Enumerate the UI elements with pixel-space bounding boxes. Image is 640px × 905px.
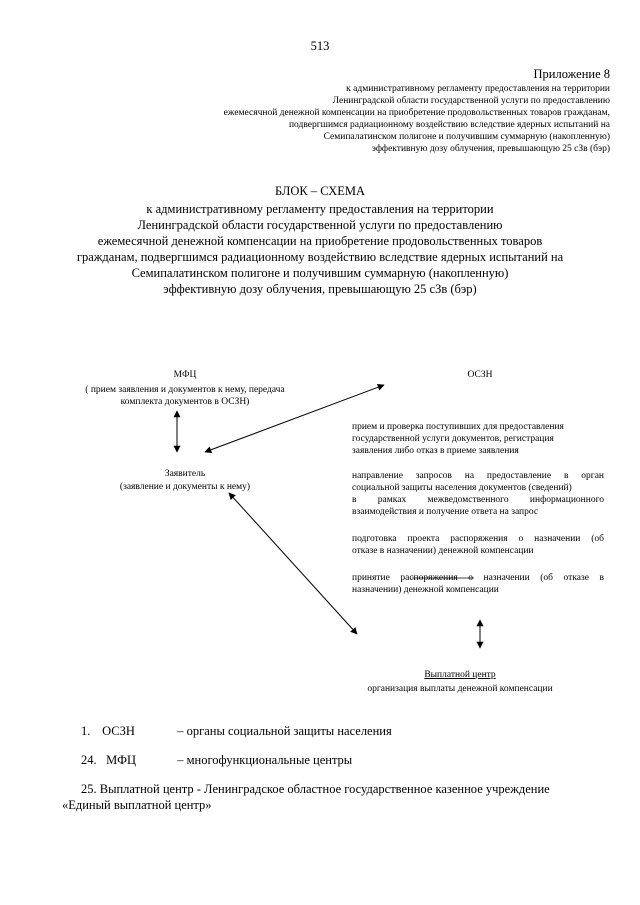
scheme-line: гражданам, подвергшимся радиационному воздействию вследствие ядерных испытаний на — [76, 250, 564, 264]
oszn-step-line: отказе в назначении) денежной компенсации — [352, 546, 534, 556]
mfc-title: МФЦ — [173, 370, 197, 380]
scheme-title: БЛОК – СХЕМА — [274, 184, 366, 198]
appendix-line: подвергшимся радиационному воздействию вследствие ядерных испытаний на — [288, 120, 610, 130]
applicant-payment-arrow — [229, 493, 357, 634]
oszn-step-line: принятие распоряжения о назначении (об отказе в — [352, 573, 604, 583]
legend-item — [81, 752, 601, 768]
legend-definition: – многофункциональные центры — [177, 753, 353, 767]
oszn-step-line: заявления либо отказ в приеме заявления — [352, 446, 519, 456]
legend-num: 24. — [81, 753, 97, 767]
legend-definition: – органы социальной защиты населения — [177, 724, 392, 738]
scheme-line: Ленинградской области государственной услуги по предоставлению — [137, 218, 503, 232]
payment-center-title: Выплатной центр — [424, 670, 496, 680]
appendix-line: к административному регламенту предоставления на территории — [346, 84, 610, 94]
page-number: 513 — [310, 39, 330, 53]
note-line: «Единый выплатной центр» — [62, 798, 212, 812]
appendix-title: Приложение 8 — [533, 67, 610, 81]
note-line: 25. Выплатной центр - Ленинградское областное государственное казенное учреждение — [81, 782, 550, 796]
oszn-step-line: социальной защиты населения документов (сведений) — [352, 483, 572, 493]
oszn-step-line: подготовка проекта распоряжения о назначении (об — [352, 534, 604, 544]
mfc-line: комплекта документов в ОСЗН) — [120, 397, 250, 407]
legend-term: МФЦ — [106, 753, 136, 767]
scheme-line: эффективную дозу облучения, превышающую 25 сЗв (бэр) — [163, 282, 477, 296]
payment-center-subtitle: организация выплаты денежной компенсации — [367, 684, 553, 694]
appendix-line: эффективную дозу облучения, превышающую 25 сЗв (бэр) — [371, 144, 610, 154]
oszn-step-line: направление запросов на предоставление в орган — [352, 471, 604, 481]
oszn-title: ОСЗН — [467, 370, 493, 380]
legend-term: ОСЗН — [102, 724, 135, 738]
scheme-line: к административному регламенту предоставления на территории — [146, 202, 494, 216]
applicant-oszn-arrow — [205, 385, 384, 452]
legend-item — [81, 723, 601, 739]
mfc-line: ( прием заявления и документов к нему, передача — [85, 385, 285, 395]
scheme-line: Семипалатинском полигоне и получившим суммарную (накопленную) — [131, 266, 509, 280]
oszn-step-line: прием и проверка поступивших для предоставления — [352, 422, 564, 432]
oszn-step-line: в рамках межведомственного информационного — [352, 495, 604, 505]
scheme-line: ежемесячной денежной компенсации на приобретение продовольственных товаров — [97, 234, 543, 248]
applicant-subtitle: (заявление и документы к нему) — [119, 482, 251, 492]
oszn-step-line: назначении) денежной компенсации — [352, 585, 499, 595]
oszn-step-line: государственной услуги документов, регистрация — [352, 434, 554, 444]
legend-num: 1. — [81, 724, 91, 738]
note-block — [62, 781, 602, 813]
appendix-line: Семипалатинском полигоне и получившим суммарную (накопленную) — [323, 132, 610, 142]
appendix-line: Ленинградской области государственной услуги по предоставлению — [332, 96, 610, 106]
appendix-line: ежемесячной денежной компенсации на приобретение продовольственных товаров гражданам, — [223, 108, 610, 118]
applicant-title: Заявитель — [164, 469, 206, 479]
oszn-step-line: взаимодействия и получение ответа на запрос — [352, 507, 539, 517]
